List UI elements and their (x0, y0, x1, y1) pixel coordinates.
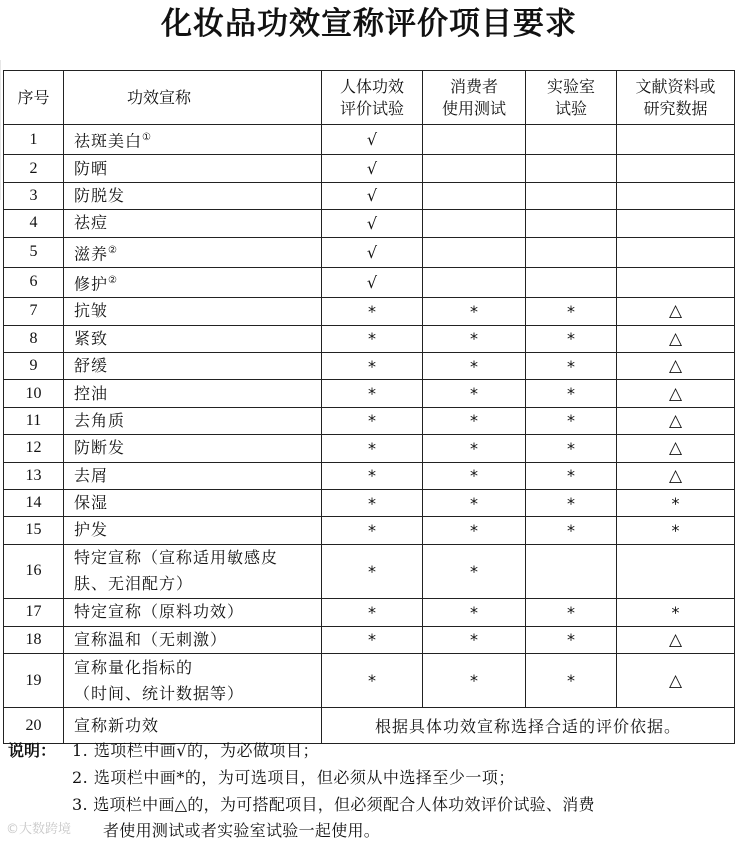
table-row (4, 298, 735, 325)
mark-human: * (322, 517, 423, 544)
mark-lab (526, 544, 617, 599)
mark-literature (617, 155, 735, 182)
mark-lab: * (526, 380, 617, 407)
mark-human: √ (322, 125, 423, 155)
table-row (4, 599, 735, 626)
mark-literature (617, 210, 735, 237)
watermark-logo: ©大数跨境 (6, 822, 72, 837)
mark-lab: * (526, 599, 617, 626)
row-number: 5 (4, 237, 64, 267)
mark-lab (526, 125, 617, 155)
row-number: 19 (4, 653, 64, 708)
claim-text: 控油 (74, 383, 109, 403)
claim-cell (64, 407, 322, 434)
table-row (4, 210, 735, 237)
claim-cell (64, 599, 322, 626)
notes-label: 说明： (8, 741, 57, 760)
claim-cell (64, 182, 322, 209)
mark-consumer: * (423, 544, 526, 599)
mark-lab: * (526, 462, 617, 489)
claim-footnote-mark: ① (142, 132, 151, 143)
mark-human: √ (322, 182, 423, 209)
note-item-3-line2: 者使用测试或者实验室试验一起使用。 (103, 821, 381, 840)
mark-consumer: * (423, 352, 526, 379)
row-number: 13 (4, 462, 64, 489)
triangle-mark: △ (668, 383, 683, 404)
claim-text: 紧致 (74, 328, 109, 348)
mark-consumer (423, 182, 526, 209)
table-row (4, 462, 735, 489)
mark-lab: * (526, 325, 617, 352)
row-number: 8 (4, 325, 64, 352)
mark-human: * (322, 352, 423, 379)
row-number: 12 (4, 435, 64, 462)
mark-literature: * (617, 517, 735, 544)
mark-lab: * (526, 352, 617, 379)
mark-consumer: * (423, 489, 526, 516)
header-lit-line1: 文献资料或 (635, 76, 716, 96)
triangle-mark: △ (668, 301, 683, 322)
mark-consumer (423, 267, 526, 297)
claim-text: 防晒 (74, 158, 109, 178)
mark-human: √ (322, 267, 423, 297)
header-human-line2: 评价试验 (339, 98, 404, 118)
table-row (4, 352, 735, 379)
row-number: 4 (4, 210, 64, 237)
row-number: 3 (4, 182, 64, 209)
mark-human: * (322, 626, 423, 653)
mark-human: * (322, 325, 423, 352)
mark-consumer: * (423, 298, 526, 325)
claim-text: 去屑 (74, 465, 109, 485)
mark-consumer: * (423, 435, 526, 462)
triangle-mark: △ (668, 465, 683, 486)
mark-literature (617, 182, 735, 209)
mark-literature (617, 626, 735, 653)
mark-human: √ (322, 237, 423, 267)
header-no: 序号 (4, 71, 64, 125)
table-row (4, 653, 735, 708)
header-lab-test (526, 71, 617, 125)
claim-cell (64, 325, 322, 352)
table-row (4, 125, 735, 155)
claim-footnote-mark: ② (108, 244, 117, 256)
claim-text: 祛痘 (74, 213, 109, 233)
mark-lab: * (526, 653, 617, 708)
table-row (4, 182, 735, 209)
requirements-table (3, 70, 735, 744)
table-row (4, 626, 735, 653)
claim-cell (64, 352, 322, 379)
mark-human: * (322, 380, 423, 407)
mark-human: * (322, 653, 423, 708)
claim-cell (64, 380, 322, 407)
row-number: 6 (4, 267, 64, 297)
row-number: 16 (4, 544, 64, 599)
mark-human: * (322, 407, 423, 434)
mark-consumer: * (423, 325, 526, 352)
table-row (4, 155, 735, 182)
triangle-mark: △ (668, 328, 683, 349)
claim-text: 护发 (74, 520, 109, 540)
mark-literature (617, 407, 735, 434)
claim-text: 抗皱 (74, 301, 109, 321)
table-row (4, 489, 735, 516)
row-number: 2 (4, 155, 64, 182)
mark-consumer: * (423, 653, 526, 708)
mark-literature (617, 653, 735, 708)
row-number: 1 (4, 125, 64, 155)
row-number: 11 (4, 407, 64, 434)
claim-cell (64, 155, 322, 182)
mark-human: √ (322, 155, 423, 182)
claim-text: 舒缓 (74, 356, 109, 376)
mark-consumer (423, 125, 526, 155)
note-item-2: 2. 选项栏中画*的，为可选项目，但必须从中选择至少一项； (72, 768, 515, 787)
mark-consumer: * (423, 599, 526, 626)
mark-literature (617, 267, 735, 297)
mark-lab (526, 155, 617, 182)
table-row (4, 325, 735, 352)
mark-lab (526, 210, 617, 237)
row-number: 7 (4, 298, 64, 325)
mark-literature (617, 380, 735, 407)
claim-text-line2: （时间、统计数据等） (74, 683, 245, 703)
table-header-row (4, 71, 735, 125)
mark-literature (617, 462, 735, 489)
claim-cell (64, 210, 322, 237)
mark-literature (617, 352, 735, 379)
triangle-mark: △ (668, 629, 683, 650)
merged-note-cell: 根据具体功效宣称选择合适的评价依据。 (322, 708, 735, 744)
claim-text: 滋养 (74, 243, 109, 263)
mark-lab (526, 237, 617, 267)
claim-cell (64, 544, 322, 599)
mark-consumer: * (423, 380, 526, 407)
table-row (4, 237, 735, 267)
header-claim: 功效宣称 (64, 71, 322, 125)
table-row (4, 517, 735, 544)
mark-lab: * (526, 489, 617, 516)
claim-cell (64, 653, 322, 708)
claim-text: 祛斑美白 (74, 131, 143, 151)
mark-consumer: * (423, 462, 526, 489)
header-lab-line2: 试验 (554, 98, 587, 118)
claim-text: 宣称新功效 (74, 715, 160, 735)
claim-cell (64, 489, 322, 516)
mark-lab: * (526, 517, 617, 544)
claim-text: 修护 (74, 274, 109, 294)
note-item-1: 1. 选项栏中画√的，为必做项目； (72, 741, 320, 760)
claim-cell (64, 267, 322, 297)
triangle-mark: △ (668, 670, 683, 691)
mark-literature (617, 237, 735, 267)
header-lab-line1: 实验室 (546, 76, 595, 96)
mark-consumer: * (423, 517, 526, 544)
mark-literature (617, 435, 735, 462)
mark-consumer: * (423, 407, 526, 434)
page-title: 化妆品功效宣称评价项目要求 (161, 6, 577, 42)
mark-consumer: * (423, 626, 526, 653)
mark-lab (526, 182, 617, 209)
row-number: 20 (4, 708, 64, 744)
mark-human: √ (322, 210, 423, 237)
mark-literature (617, 325, 735, 352)
row-number: 17 (4, 599, 64, 626)
mark-consumer (423, 155, 526, 182)
mark-human: * (322, 435, 423, 462)
mark-lab: * (526, 435, 617, 462)
mark-human: * (322, 462, 423, 489)
mark-human: * (322, 298, 423, 325)
claim-text: 特定宣称（原料功效） (74, 602, 245, 622)
claim-cell (64, 462, 322, 489)
claim-cell (64, 435, 322, 462)
header-consumer-test (423, 71, 526, 125)
table-row (4, 435, 735, 462)
claim-cell (64, 237, 322, 267)
mark-consumer (423, 210, 526, 237)
claim-text: 防脱发 (74, 185, 126, 205)
triangle-mark: △ (668, 438, 683, 459)
mark-human: * (322, 599, 423, 626)
row-number: 18 (4, 626, 64, 653)
mark-lab: * (526, 407, 617, 434)
mark-human: * (322, 489, 423, 516)
row-number: 10 (4, 380, 64, 407)
claim-text: 宣称温和（无刺激） (74, 629, 228, 649)
mark-literature (617, 298, 735, 325)
row-number: 14 (4, 489, 64, 516)
mark-literature (617, 544, 735, 599)
claim-cell (64, 626, 322, 653)
table-row (4, 380, 735, 407)
header-lit-line2: 研究数据 (643, 98, 708, 118)
header-human-line1: 人体功效 (339, 76, 404, 96)
page-edge-line (0, 60, 1, 200)
note-item-3-line1: 3. 选项栏中画△的，为可搭配项目，但必须配合人体功效评价试验、消费 (72, 795, 595, 814)
header-consumer-line1: 消费者 (449, 76, 498, 96)
mark-lab (526, 267, 617, 297)
row-number: 9 (4, 352, 64, 379)
table-row (4, 267, 735, 297)
header-human-test (322, 71, 423, 125)
row-number: 15 (4, 517, 64, 544)
table-row (4, 407, 735, 434)
triangle-mark: △ (668, 356, 683, 377)
claim-cell (64, 298, 322, 325)
mark-lab: * (526, 626, 617, 653)
header-consumer-line2: 使用测试 (441, 98, 506, 118)
claim-footnote-mark: ② (108, 274, 117, 286)
mark-lab: * (526, 298, 617, 325)
claim-text: 去角质 (74, 410, 126, 430)
claim-text: 保湿 (74, 493, 109, 513)
header-literature (617, 71, 735, 125)
mark-human: * (322, 544, 423, 599)
claim-cell (64, 517, 322, 544)
claim-text-line1: 宣称量化指标的 (74, 657, 194, 677)
mark-consumer (423, 237, 526, 267)
claim-cell (64, 125, 322, 155)
mark-literature: * (617, 599, 735, 626)
mark-literature (617, 125, 735, 155)
table-row (4, 544, 735, 599)
claim-text-line1: 特定宣称（宣称适用敏感皮 (74, 548, 279, 568)
triangle-mark: △ (668, 410, 683, 431)
mark-literature: * (617, 489, 735, 516)
claim-text: 防断发 (74, 438, 126, 458)
claim-text-line2: 肤、无泪配方） (74, 574, 194, 594)
